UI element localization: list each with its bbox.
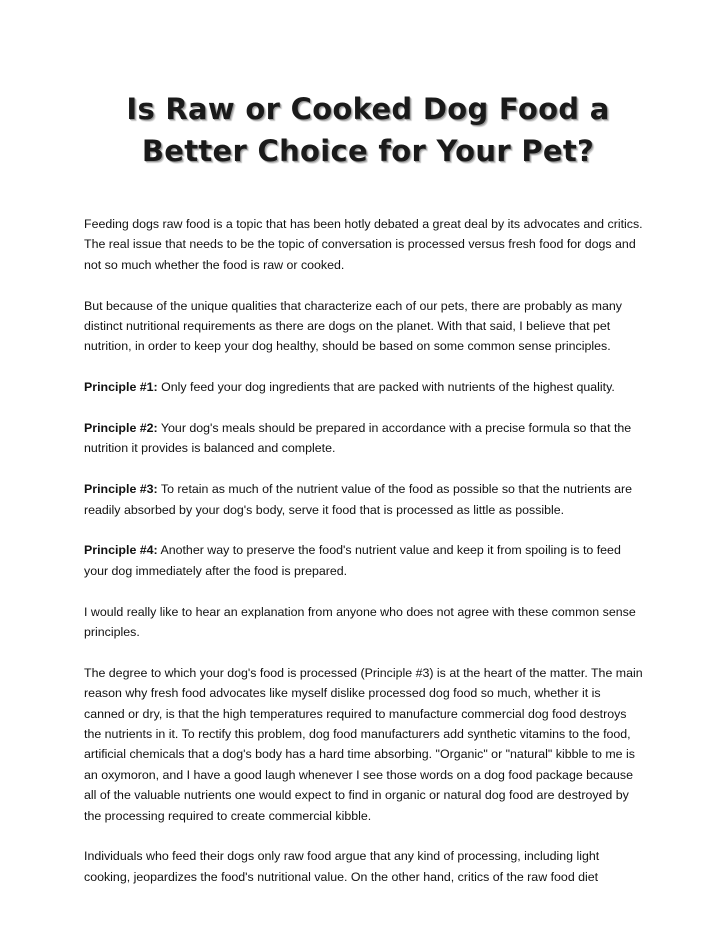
- closing-paragraph-3: Individuals who feed their dogs only raw food argue that any kind of processing, including light cooking, jeopardizes the food's nutritional value. On the other hand, critics of the raw food diet: [84, 849, 600, 884]
- intro-paragraph-2: But because of the unique qualities that characterize each of our pets, there are probably as many distinct nutritional requirements as there are dogs on the planet. With that said, I believe that pet nutrition, in order to keep your dog healthy, should be based on some common sense principles.: [84, 298, 622, 354]
- principle-2-text: Your dog's meals should be prepared in accordance with a precise formula so that the nutrition it provides is balanced and complete.: [84, 421, 632, 456]
- principle-4: [84, 540, 644, 581]
- principle-1: [84, 377, 644, 397]
- intro-paragraph-1: Feeding dogs raw food is a topic that has been hotly debated a great deal by its advocates and critics. The real issue that needs to be the topic of conversation is processed versus fresh food for dogs and not so much whether the food is raw or cooked.: [84, 217, 643, 272]
- title-line-1: Is Raw or Cooked Dog Food a: [126, 92, 610, 126]
- closing-paragraph-1: I would really like to hear an explanation from anyone who does not agree with these common sense principles.: [84, 604, 636, 640]
- principle-1-text: Only feed your dog ingredients that are packed with nutrients of the highest quality.: [157, 380, 615, 395]
- principle-3: [84, 479, 644, 520]
- principle-3-label: Principle #3:: [84, 482, 158, 497]
- principle-4-text: Another way to preserve the food's nutrient value and keep it from spoiling is to feed your dog immediately after the food is prepared.: [84, 543, 621, 578]
- principle-2: [84, 418, 644, 459]
- principle-3-text: To retain as much of the nutrient value of the food as possible so that the nutrients are readily absorbed by your dog's body, serve it food that is processed as little as possible.: [84, 482, 633, 517]
- closing-paragraph-2: The degree to which your dog's food is processed (Principle #3) is at the heart of the matter. The main reason why fresh food advocates like myself dislike processed dog food so much, whether it is canned or dry, is that the high temperatures required to manufacture commercial dog food destroys the nutrients in it. To rectify this problem, dog food manufacturers add synthetic vitamins to the food, artificial chemicals that a dog's body has a hard time absorbing. "Organic" or "natural" kibble to me is an oxymoron, and I have a good laugh whenever I see those words on a dog food package because all of the valuable nutrients one would expect to find in organic or natural dog food are destroyed by the processing required to create commercial kibble.: [84, 665, 643, 823]
- principle-2-label: Principle #2:: [84, 421, 158, 436]
- title-line-2: Better Choice for Your Pet?: [141, 134, 595, 168]
- principle-4-label: Principle #4:: [84, 543, 158, 558]
- principle-1-label: Principle #1:: [84, 380, 158, 395]
- document-body: [84, 214, 644, 887]
- document-title: [80, 88, 656, 172]
